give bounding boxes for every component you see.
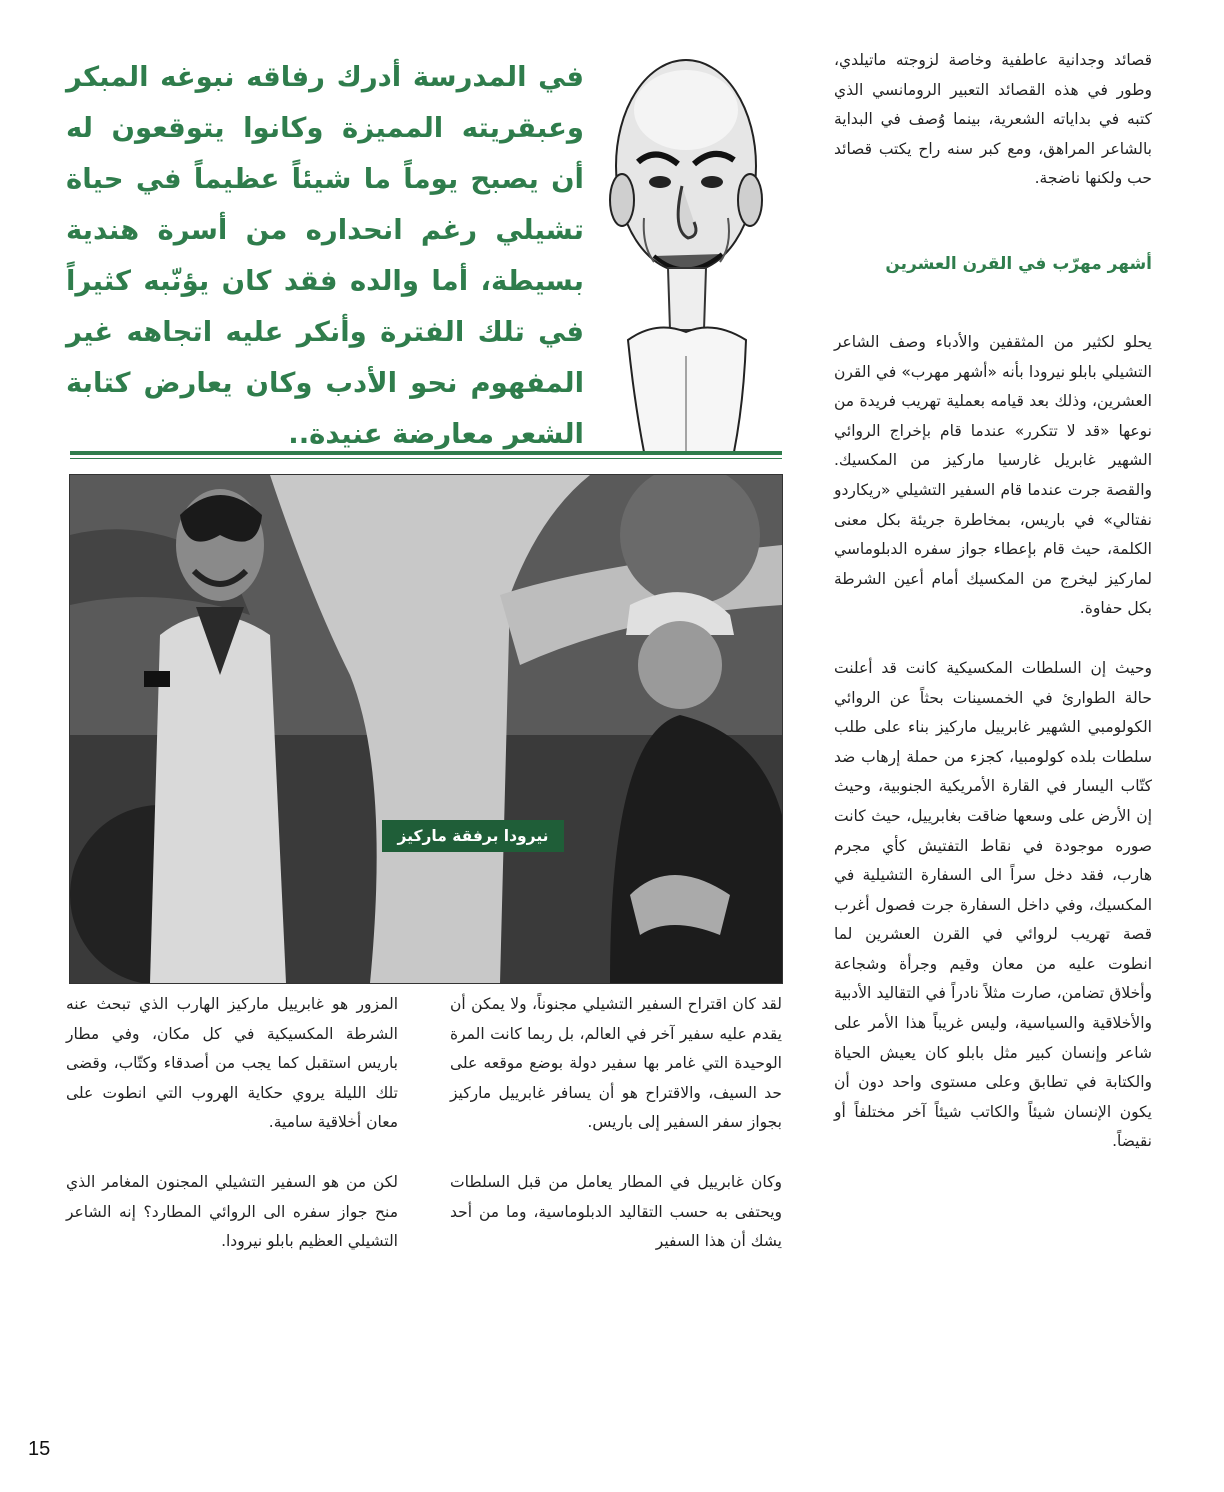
right-column-lower bbox=[834, 328, 1152, 1157]
section-divider bbox=[70, 451, 782, 455]
section-divider-thin bbox=[70, 458, 782, 459]
right-col-paragraph-1: قصائد وجدانية عاطفية وخاصة لزوجته ماتيلدي، وطور في هذه القصائد التعبير الرومانسي الذي كتبه في بداياته الشعرية، بينما وُصف في البداية بالشاعر المراهق، ومع كبر سنه راح يكتب قصائد حب ولكنها ناضجة. bbox=[834, 51, 1152, 188]
middle-col-paragraph-1: لقد كان اقتراح السفير التشيلي مجنوناً، ولا يمكن أن يقدم عليه سفير آخر في العالم، بل ربما كانت المرة الوحيدة التي غامر بها سفير دولة بوضع موقعه على حد السيف، والاقتراح هو أن يسافر غابرييل ماركيز بجواز سفر السفير إلى باريس. bbox=[450, 995, 782, 1132]
right-col-paragraph-3: وحيث إن السلطات المكسيكية كانت قد أعلنت حالة الطوارئ في الخمسينات بحثاً عن الروائي الكولومبي الشهير غابرييل ماركيز بناء على طلب سلطات بلده كولومبيا، كجزء من حملة إرهاب ضد كتّاب اليسار في القارة الأمريكية الجنوبية، وحيث إن الأرض على وسعها ضاقت بغابرييل، حيث كانت صوره موجودة في نقاط التفتيش كأي مجرم هارب، فقد دخل سراً الى السفارة التشيلية في المكسيك، وفي داخل السفارة جرت فصول أغرب قصة تهريب لروائي في القرن العشرين لما انطوت عليه من معان وقيم وجرأة وشجاعة وأخلاق تضامن، صارت مثلاً نادراً في التقاليد الأدبية والأخلاقية والسياسية، وليس غريباً هذا الأمر على شاعر وإنسان كبير مثل بابلو كان يعيش الحياة والكتابة في تطابق وعلى مستوى واحد دون أن يكون الإنسان شيئاً والكاتب شيئاً آخر مختلفاً أو نقيضاً. bbox=[834, 658, 1152, 1151]
right-column bbox=[834, 46, 1152, 194]
left-col-paragraph-2: لكن من هو السفير التشيلي المجنون المغامر الذي منح جواز سفره الى الروائي المطارد؟ إنه الشاعر التشيلي العظيم بابلو نيرودا. bbox=[66, 1172, 398, 1251]
photo-caption: نيرودا برفقة ماركيز bbox=[382, 820, 564, 852]
right-col-paragraph-2: يحلو لكثير من المثقفين والأدباء وصف الشاعر التشيلي بابلو نيرودا بأنه «أشهر مهرب» في القرن العشرين، وذلك بعد قيامه بعملية تهريب فريدة من نوعها «قد لا تتكرر» عندما قام بإخراج الروائي الشهير غابريل غارسيا ماركيز من المكسيك. والقصة جرت عندما قام السفير التشيلي «ريكاردو نفتالي» في باريس، بمخاطرة جريئة بكل معنى الكلمة، حيث قام بإعطاء جواز سفره الدبلوماسي لماركيز ليخرج من المكسيك أمام أعين الشرطة بكل حفاوة. bbox=[834, 333, 1152, 618]
left-column bbox=[66, 990, 398, 1257]
photo-illustration bbox=[70, 475, 782, 983]
middle-column bbox=[450, 990, 782, 1257]
page-number: 15 bbox=[28, 1438, 51, 1460]
middle-col-paragraph-2: وكان غابرييل في المطار يعامل من قبل السلطات ويحتفى به حسب التقاليد الدبلوماسية، وما من أحد يشك أن هذا السفير bbox=[450, 1172, 782, 1251]
left-col-paragraph-1: المزور هو غابرييل ماركيز الهارب الذي تبحث عنه الشرطة المكسيكية في كل مكان، وفي مطار باريس استقبل كما يجب من أصدقاء وكتّاب، وقضى تلك الليلة يروي حكاية الهروب التي انطوت على معان أخلاقية سامية. bbox=[66, 995, 398, 1132]
neruda-caricature-illustration bbox=[594, 40, 772, 452]
pull-quote: في المدرسة أدرك رفاقه نبوغه المبكر وعبقريته المميزة وكانوا يتوقعون له أن يصبح يوماً ما شيئاً عظيماً في حياة تشيلي رغم انحداره من أسرة هندية بسيطة، أما والده فقد كان يؤنّبه كثيراً في تلك الفترة وأنكر عليه اتجاهه غير المفهوم نحو الأدب وكان يعارض كتابة الشعر معارضة عنيدة.. bbox=[66, 61, 584, 450]
neruda-marquez-photo bbox=[69, 474, 783, 984]
section-subheading: أشهر مهرّب في القرن العشرين bbox=[885, 254, 1152, 274]
